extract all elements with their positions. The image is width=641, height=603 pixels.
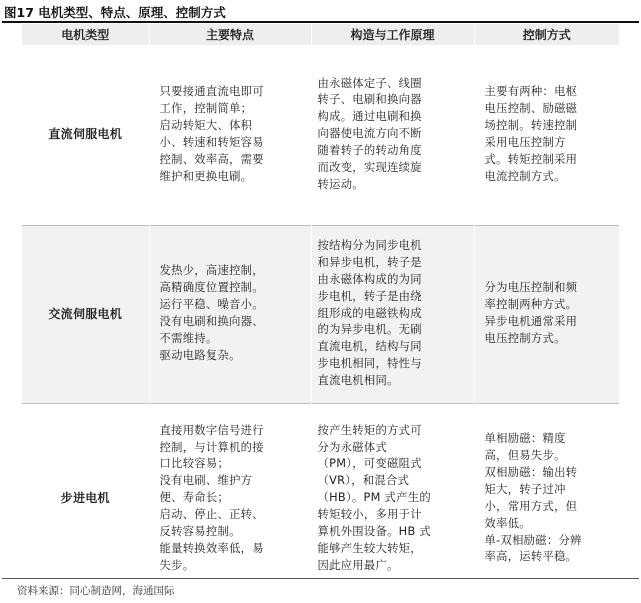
bottom-rule xyxy=(2,578,639,579)
text-line: 启动、停止、正转、 xyxy=(159,508,264,522)
text-line: 转矩较小，多用于计 xyxy=(317,508,422,522)
text-line: 工作，控制简单； xyxy=(159,101,253,115)
text-line: 步电机相同，特性与 xyxy=(317,357,422,371)
text-line: 单相励磁：精度 xyxy=(484,432,566,446)
text-line: 由永磁体构成的为同 xyxy=(317,272,422,286)
row-label-stepper: 步进电机 xyxy=(22,403,149,594)
header-structure-principle: 构造与工作原理 xyxy=(311,24,474,45)
principle-cell-ac-servo xyxy=(311,225,474,403)
row-label-ac-servo: 交流伺服电机 xyxy=(22,225,149,403)
text-line: 直流电机相同。 xyxy=(317,374,399,388)
text-line: 场控制。转速控制 xyxy=(484,118,578,132)
text-line: 按产生转矩的方式可 xyxy=(317,423,422,437)
text-line: 分为永磁体式 xyxy=(317,440,388,454)
text-line: 启动转矩大、体积 xyxy=(159,118,253,132)
principle-cell-dc-servo xyxy=(311,45,474,225)
text-line: 双相励磁：输出转 xyxy=(484,465,578,479)
text-line: 率控制两种方式。 xyxy=(484,298,578,312)
text-line: 不需维持。 xyxy=(159,331,218,345)
features-cell-ac-servo xyxy=(149,225,311,403)
text-line: 电流控制方式。 xyxy=(484,169,566,183)
text-line: 主要有两种：电枢 xyxy=(484,85,578,99)
text-line: 向器使电流方向不断 xyxy=(317,127,422,141)
control-cell-dc-servo xyxy=(474,45,619,225)
text-line: 便、寿命长； xyxy=(159,491,230,505)
text-line: 构成。通过电刷和换 xyxy=(317,110,422,124)
text-line: 转子、电刷和换向器 xyxy=(317,93,422,107)
text-line: 能够产生较大转矩， xyxy=(317,542,422,556)
text-line: 小，常用方式，但 xyxy=(484,499,578,513)
text-line: 随着转子的转动角度 xyxy=(317,144,422,158)
source-note: 资料来源：同心制造网，海通国际 xyxy=(17,585,175,597)
control-cell-stepper xyxy=(474,403,619,594)
table-row-dc-servo xyxy=(22,45,619,225)
text-line: 维护和更换电刷。 xyxy=(159,169,253,183)
text-line: 口比较容易； xyxy=(159,457,230,471)
text-line: 直流电机，结构与同 xyxy=(317,340,422,354)
text-line: 转运动。 xyxy=(317,178,364,192)
text-line: 式。转矩控制采用 xyxy=(484,152,578,166)
text-line: （VR），和混合式 xyxy=(317,474,410,488)
text-line: 异步电机通常采用 xyxy=(484,315,578,328)
text-line: 只要接通直流电即可 xyxy=(159,85,264,99)
text-line: 因此应用最广。 xyxy=(317,558,399,572)
text-line: 没有电刷和换向器、 xyxy=(159,315,264,328)
features-cell-dc-servo xyxy=(149,45,311,225)
table-row-ac-servo xyxy=(22,225,619,403)
text-line: （HB）。PM 式产生的 xyxy=(317,491,431,505)
text-line: 采用电压控制方 xyxy=(484,135,566,149)
text-line: 由永磁体定子、线圈 xyxy=(317,76,422,90)
header-control-method: 控制方式 xyxy=(474,24,619,45)
text-line: 控制，与计算机的接 xyxy=(159,440,264,454)
text-line: 按结构分为同步电机 xyxy=(317,238,422,252)
text-line: 高精确度位置控制。 xyxy=(159,281,264,295)
text-line: 电压控制、励磁磁 xyxy=(484,101,578,115)
text-line: 小、转速和转矩容易 xyxy=(159,135,264,149)
motor-comparison-table xyxy=(22,24,619,594)
text-line: 矩大，转子过冲 xyxy=(484,482,566,496)
text-line: 和异步电机，转子是 xyxy=(317,255,422,269)
text-line: 的为异步电机。无刷 xyxy=(317,323,422,337)
text-line: 反转容易控制。 xyxy=(159,525,241,539)
text-line: 失步。 xyxy=(159,558,195,572)
text-line: 单-双相励磁：分辨 xyxy=(484,533,582,547)
text-line: 能量转换效率低，易 xyxy=(159,542,264,556)
text-line: 没有电刷、维护方 xyxy=(159,474,253,488)
figure-title: 图17 电机类型、特点、原理、控制方式 xyxy=(4,5,226,20)
text-line: 驱动电路复杂。 xyxy=(159,348,241,362)
table-header-row xyxy=(22,24,619,45)
text-line: （PM），可变磁阻式 xyxy=(317,457,422,471)
text-line: 组形成的电磁铁构成 xyxy=(317,306,422,320)
features-cell-stepper xyxy=(149,403,311,594)
text-line: 电压控制方式。 xyxy=(484,331,566,345)
top-rule xyxy=(2,21,639,23)
principle-cell-stepper xyxy=(311,403,474,594)
text-line: 算机外围设备。HB 式 xyxy=(317,525,432,539)
header-motor-type: 电机类型 xyxy=(22,24,149,45)
row-label-dc-servo: 直流伺服电机 xyxy=(48,127,123,142)
text-line: 发热少，高速控制， xyxy=(159,264,264,278)
header-main-features: 主要特点 xyxy=(149,24,311,45)
text-line: 率高，运转平稳。 xyxy=(484,550,578,564)
text-line: 高，但易失步。 xyxy=(484,449,566,463)
text-line: 而改变，实现连续旋 xyxy=(317,161,422,175)
text-line: 运行平稳、噪音小。 xyxy=(159,298,264,312)
table-row-stepper xyxy=(22,403,619,594)
text-line: 分为电压控制和频 xyxy=(484,281,578,295)
text-line: 步电机，转子是由绕 xyxy=(317,289,422,303)
text-line: 控制、效率高，需要 xyxy=(159,152,264,166)
text-line: 直接用数字信号进行 xyxy=(159,423,264,437)
control-cell-ac-servo xyxy=(474,225,619,403)
text-line: 效率低。 xyxy=(484,516,531,530)
